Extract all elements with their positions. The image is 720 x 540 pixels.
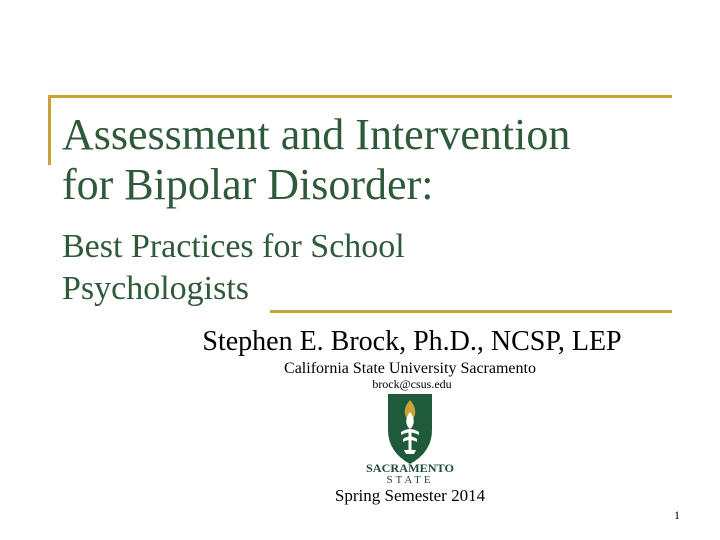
logo-wordmark-sacramento: SACRAMENTO [366, 461, 454, 475]
title-left-rule [48, 95, 51, 165]
slide-title [62, 110, 570, 210]
slide-subtitle [62, 226, 405, 310]
logo-wordmark-state: STATE [386, 474, 434, 484]
sacramento-state-logo-icon [365, 392, 455, 484]
slide-title-line-2: for Bipolar Disorder: [62, 160, 434, 209]
title-top-rule [48, 95, 672, 98]
author-email: brock@csus.edu [372, 377, 452, 391]
title-bottom-rule [270, 310, 672, 313]
author-affiliation: California State University Sacramento [284, 360, 536, 377]
slide-subtitle-line-1: Best Practices for School [62, 228, 405, 265]
slide-subtitle-line-2: Psychologists [62, 270, 250, 307]
slide-number: 1 [674, 508, 680, 522]
author-name: Stephen E. Brock, Ph.D., NCSP, LEP [202, 326, 622, 357]
slide-title-line-1: Assessment and Intervention [62, 110, 571, 159]
semester-label: Spring Semester 2014 [334, 486, 486, 505]
